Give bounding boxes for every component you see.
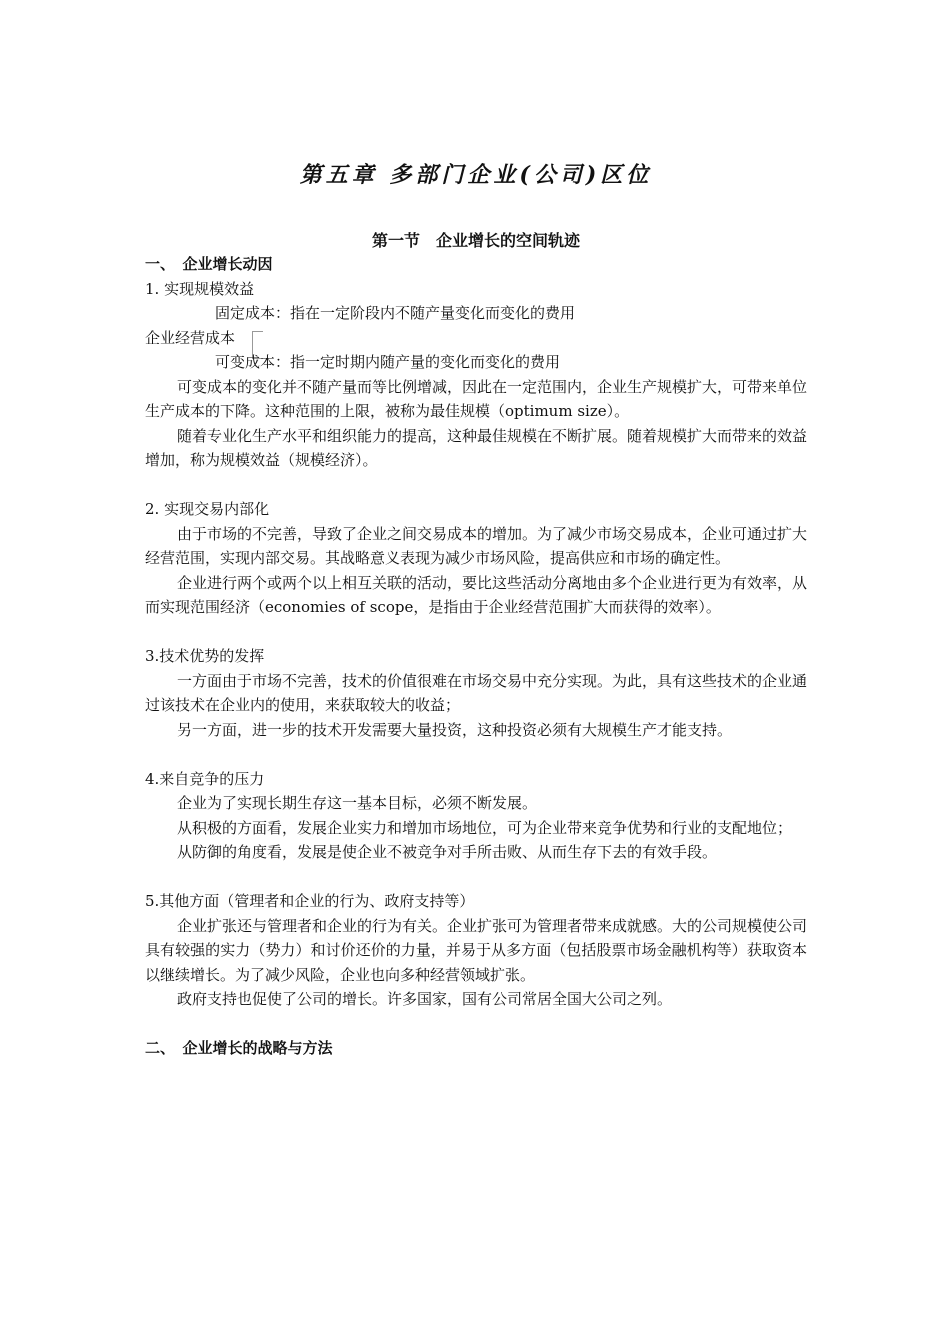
- s4-paragraph-2: 从积极的方面看，发展企业实力和增加市场地位，可为企业带来竞争优势和行业的支配地位；: [177, 818, 793, 837]
- s1-paragraph-2: 随着专业化生产水平和组织能力的提高，这种最佳规模在不断扩展。随着规模扩大而带来的效益增加，称为规模效益（规模经济）。: [145, 426, 808, 469]
- s2-heading: 2. 实现交易内部化: [145, 500, 270, 518]
- s1-paragraph-1: 可变成本的变化并不随产量而等比例增减，因此在一定范围内，企业生产规模扩大，可带来单位生产成本的下降。这种范围的上限，被称为最佳规模（optimum size）。: [145, 377, 808, 420]
- spacer: [145, 742, 807, 767]
- s4-paragraph-3: 从防御的角度看，发展是使企业不被竞争对手所击败、从而生存下去的有效手段。: [177, 843, 718, 861]
- s5-paragraph-2: 政府支持也促使了公司的增长。许多国家，国有公司常居全国大公司之列。: [177, 990, 673, 1008]
- cost-breakdown: [145, 301, 807, 375]
- cost-label: 企业经营成本: [145, 328, 236, 347]
- part2-heading: 二、 企业增长的战略与方法: [145, 1039, 333, 1057]
- s3-paragraph-1: 一方面由于市场不完善，技术的价值很难在市场交易中充分实现。为此，具有这些技术的企业通过该技术在企业内的使用，来获取较大的收益；: [145, 671, 808, 714]
- variable-cost-line: 可变成本：指一定时期内随产量的变化而变化的费用: [215, 353, 561, 371]
- s4-paragraph-1: 企业为了实现长期生存这一基本目标，必须不断发展。: [177, 794, 538, 812]
- spacer: [145, 865, 807, 890]
- s2-paragraph-2: 企业进行两个或两个以上相互关联的活动，要比这些活动分离地由多个企业进行更为有效率，从而实现范围经济（economies of scope，是指由于企业经营范围扩大而获得的效率）。: [145, 573, 808, 616]
- spacer: [145, 1012, 807, 1037]
- chapter-title: 第五章 多部门企业(公司)区位: [299, 162, 653, 188]
- s2-paragraph-1: 由于市场的不完善，导致了企业之间交易成本的增加。为了减少市场交易成本，企业可通过扩大经营范围，实现内部交易。其战略意义表现为减少市场风险，提高供应和市场的确定性。: [145, 524, 808, 567]
- spacer: [145, 620, 807, 645]
- fixed-cost-line: 固定成本：指在一定阶段内不随产量变化而变化的费用: [215, 304, 576, 322]
- spacer: [145, 473, 807, 498]
- s3-heading: 3.技术优势的发挥: [145, 647, 265, 665]
- section-title: 第一节 企业增长的空间轨迹: [371, 231, 580, 250]
- s5-paragraph-1: 企业扩张还与管理者和企业的行为有关。企业扩张可为管理者带来成就感。大的公司规模使公司具有较强的实力（势力）和讨价还价的力量，并易于从多方面（包括股票市场金融机构等）获取资本以继续增长。为了减少风险，企业也向多种经营领域扩张。: [145, 916, 808, 984]
- document-body: [145, 252, 807, 1061]
- part1-heading: 一、 企业增长动因: [145, 255, 273, 273]
- s1-heading: 1. 实现规模效益: [145, 279, 255, 298]
- s5-heading: 5.其他方面（管理者和企业的行为、政府支持等）: [145, 892, 475, 910]
- s4-heading: 4.来自竞争的压力: [145, 769, 265, 788]
- s3-paragraph-2: 另一方面，进一步的技术开发需要大量投资，这种投资必须有大规模生产才能支持。: [177, 720, 733, 739]
